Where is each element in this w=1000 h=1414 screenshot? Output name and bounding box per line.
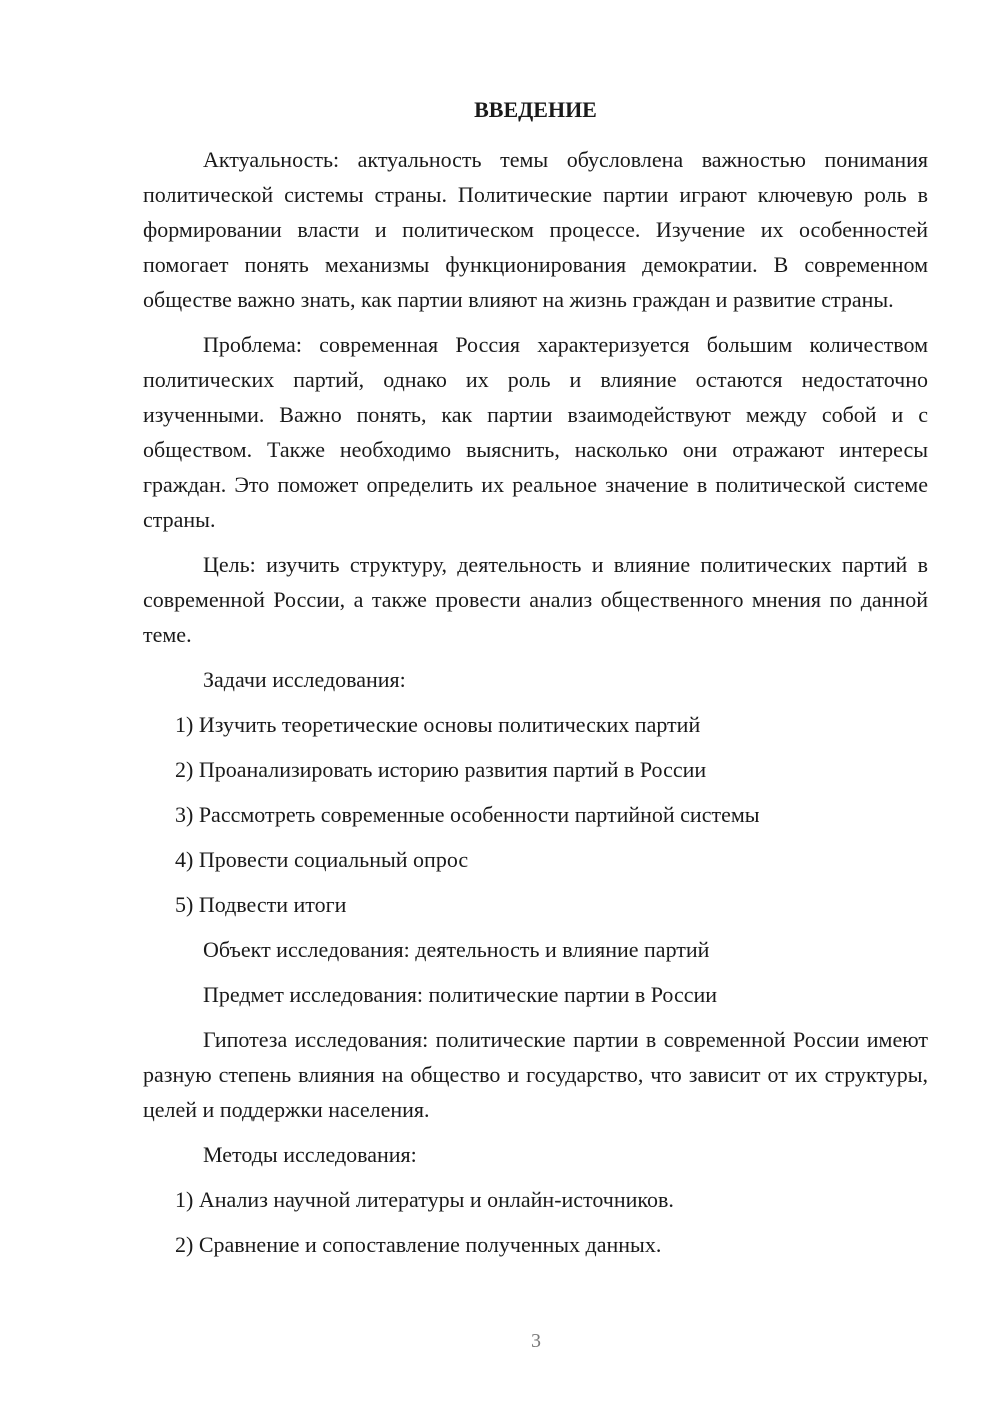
- section-title: ВВЕДЕНИЕ: [474, 97, 597, 122]
- hypothesis-paragraph: Гипотеза исследования: политические партии в современной России имеют разную степень влияния на общество и государство, что зависит от их структуры, целей и поддержки населения.: [143, 1027, 928, 1122]
- task-item: 3) Рассмотреть современные особенности партийной системы: [175, 802, 760, 827]
- problem-paragraph: Проблема: современная Россия характеризуется большим количеством политических партий, однако их роль и влияние остаются недостаточно изученными. Важно понять, как партии взаимодействуют между собой и с обществом. Также необходимо выяснить, насколько они отражают интересы граждан. Это поможет определить их реальное значение в политической системе страны.: [143, 332, 928, 532]
- task-item: 2) Проанализировать историю развития партий в России: [175, 757, 707, 782]
- method-item: 2) Сравнение и сопоставление полученных данных.: [175, 1232, 662, 1257]
- tasks-heading: Задачи исследования:: [203, 667, 406, 692]
- task-item: 5) Подвести итоги: [175, 892, 347, 917]
- methods-heading: Методы исследования:: [203, 1142, 417, 1167]
- task-item: 4) Провести социальный опрос: [175, 847, 469, 872]
- object-line: Объект исследования: деятельность и влияние партий: [203, 937, 710, 962]
- document-page: [143, 96, 928, 1272]
- relevance-paragraph: Актуальность: актуальность темы обусловлена важностью понимания политической системы страны. Политические партии играют ключевую роль в формировании власти и политическом процессе. Изучение их особенностей помогает понять механизмы функционирования демократии. В современном обществе важно знать, как партии влияют на жизнь граждан и развитие страны.: [143, 147, 928, 312]
- page-number: 3: [531, 1330, 541, 1352]
- subject-line: Предмет исследования: политические партии в России: [203, 982, 718, 1007]
- method-item: 1) Анализ научной литературы и онлайн-источников.: [175, 1187, 674, 1212]
- task-item: 1) Изучить теоретические основы политических партий: [175, 712, 701, 737]
- goal-paragraph: Цель: изучить структуру, деятельность и влияние политических партий в современной России, а также провести анализ общественного мнения по данной теме.: [143, 552, 928, 647]
